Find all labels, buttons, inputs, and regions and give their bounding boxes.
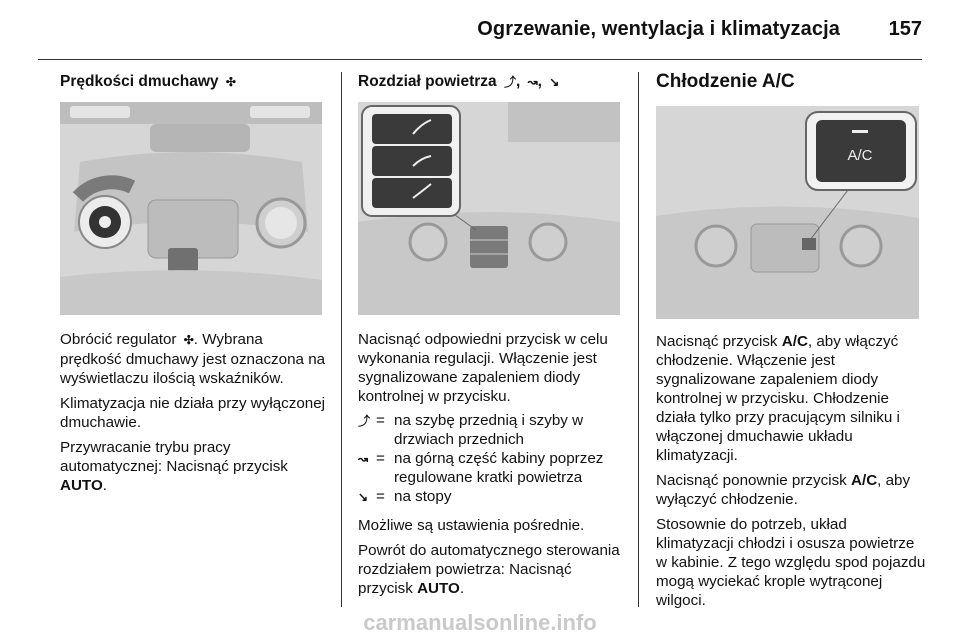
air-distribution-legend xyxy=(358,412,630,508)
legend-item: ↘ = na stopy xyxy=(358,488,630,508)
auto-button-label: AUTO xyxy=(417,579,460,597)
page-number: 157 xyxy=(888,18,922,40)
section-heading: Chłodzenie A/C xyxy=(656,71,795,92)
fan-icon: ✣ xyxy=(183,333,194,347)
footwell-air-icon: ↘ xyxy=(549,75,560,89)
upper-body-air-icon: ↝ xyxy=(358,452,369,466)
legend-item: ⤴ = na szybę przednią i szyby w drzwiach przednich xyxy=(358,412,630,450)
watermark: carmanualsonline.info xyxy=(363,610,597,635)
paragraph: Obrócić regulator ✣. Wybrana prędkość dmuchawy jest oznaczona na wyświetlaczu ilością wskaźników. xyxy=(60,331,326,387)
fan-icon: ✣ xyxy=(225,75,236,89)
paragraph: Powrót do automatycznego sterowania rozdziałem powietrza: Nacisnąć przycisk AUTO. xyxy=(358,541,620,597)
section-heading: Rozdział powietrza ⤴, ↝, ↘ xyxy=(358,73,560,90)
ac-button-label: A/C xyxy=(851,472,878,489)
column-fan-speed xyxy=(60,72,328,98)
paragraph: Nacisnąć odpowiedni przycisk w celu wykonania regulacji. Włączenie jest sygnalizowane zapaleniem diody kontrolnej w przycisku. xyxy=(358,331,608,405)
section-heading: Prędkości dmuchawy ✣ xyxy=(60,73,236,90)
column-ac-cooling xyxy=(656,72,926,97)
column-air-distribution-text xyxy=(358,330,630,604)
column-ac-cooling-text xyxy=(656,332,928,616)
ac-button-label: A/C xyxy=(847,147,873,164)
column-air-distribution xyxy=(358,72,628,98)
paragraph: Przywracanie trybu pracy automatycznej: Nacisnąć przycisk AUTO. xyxy=(60,439,288,494)
page-header xyxy=(0,0,960,60)
paragraph: Stosownie do potrzeb, układ klimatyzacji chłodzi i osusza powietrze w kabinie. Z tego względu spod pojazdu mogą wyciekać krople wytrąconej wilgoci. xyxy=(656,516,926,609)
fan-control-figure xyxy=(60,102,322,315)
paragraph: Nacisnąć przycisk A/C, aby włączyć chłodzenie. Włączenie jest sygnalizowane zapaleniem diody kontrolnej w przycisku. Chłodzenie działa tylko przy pracującym silniku i włączonej dmuchawie układu klimatyzacji. xyxy=(656,333,900,464)
column-fan-speed-text xyxy=(60,330,328,501)
column-divider xyxy=(341,72,342,607)
windshield-air-icon: ⤴ xyxy=(358,414,371,428)
air-distribution-figure xyxy=(358,102,620,315)
column-divider xyxy=(638,72,639,607)
windshield-air-icon: ⤴ xyxy=(503,75,516,89)
footwell-air-icon: ↘ xyxy=(358,490,369,504)
paragraph: Klimatyzacja nie działa przy wyłączonej dmuchawie. xyxy=(60,395,326,431)
paragraph: Możliwe są ustawienia pośrednie. xyxy=(358,516,585,534)
paragraph: Nacisnąć ponownie przycisk A/C, aby wyłączyć chłodzenie. xyxy=(656,472,911,508)
header-rule xyxy=(38,59,922,60)
upper-body-air-icon: ↝ xyxy=(527,75,538,89)
legend-item: ↝ = na górną część kabiny poprzez regulowane kratki powietrza xyxy=(358,450,630,488)
page-title: Ogrzewanie, wentylacja i klimatyzacja xyxy=(477,18,840,40)
auto-button-label: AUTO xyxy=(60,477,103,494)
ac-button-label: A/C xyxy=(781,333,808,350)
ac-button-figure xyxy=(656,106,919,319)
